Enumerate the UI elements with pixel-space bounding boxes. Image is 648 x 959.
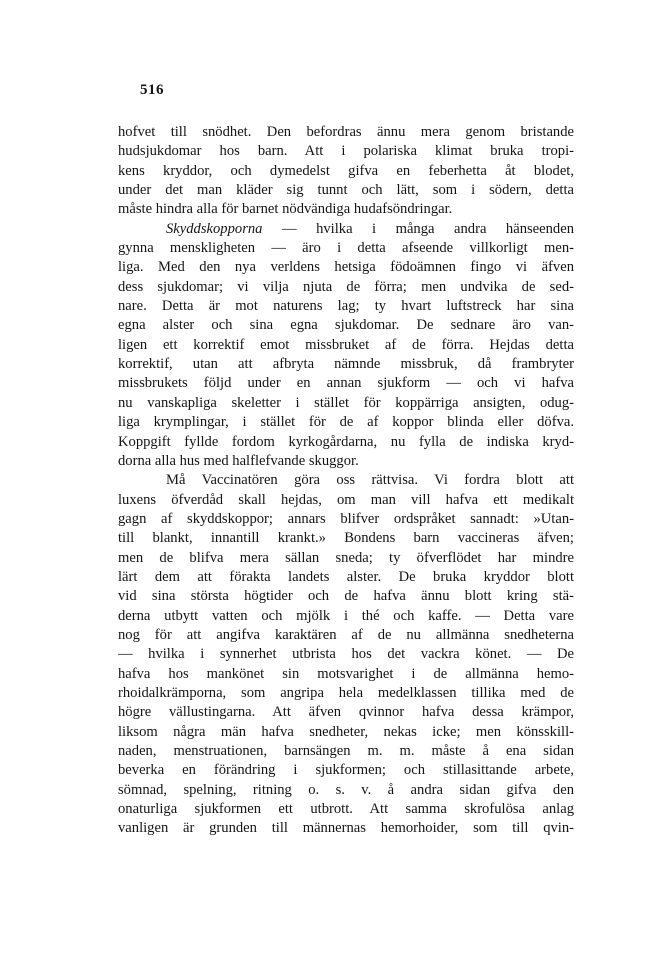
text-line: derna utbytt vatten och mjölk i thé och kaffe. — Detta vare [118,607,574,624]
text-line: hafva hos mankönet sin motsvarighet i de allmänna hemo- [118,665,574,682]
text-line: hofvet till snödhet. Den befordras ännu mera genom bristande [118,124,574,140]
text-line: vanligen är grunden till männernas hemorhoider, som till qvin- [118,820,574,837]
text-line: nu vanskapliga skeletter i stället för koppärriga ansigten, odug- [118,394,574,411]
text-line: onaturliga sjukformen ett utbrott. Att samma skrofulösa anlag [118,801,574,818]
text-line: missbrukets följd under en annan sjukform — och vi hafva [118,375,574,392]
text-line: kens kryddor, och dymedelst gifva en feberhetta åt blodet, [118,162,574,179]
text-line: men de blifva mera sällan sneda; ty öfverflödet har mindre [118,549,574,566]
text-line: hudsjukdomar hos barn. Att i polariska klimat bruka tropi- [118,143,574,160]
text-line: luxens öfverdåd skall hejdas, om man vill hafva ett medikalt [118,491,574,508]
text-line: till blankt, innantill krankt.» Bondens barn vaccineras äfven; [118,530,574,547]
body-text [118,123,574,839]
text-line: gynna menskligheten — äro i detta afseende villkorligt men- [118,240,574,257]
paragraph-first-line [118,220,574,239]
text-line: nare. Detta är mot naturens lag; ty hvart luftstreck har sina [118,298,574,315]
text-line: vid sina största högtider och de hafva ännu blott kring stä- [118,588,574,605]
text-line: högre vällustingarna. Att äfven qvinnor hafva dessa krämpor, [118,704,574,721]
text-run: — hvilka i många andra hänseenden [262,220,574,237]
paragraph-first-line: Må Vaccinatören göra oss rättvisa. Vi fordra blott att [166,472,574,489]
text-line: Koppgift fyllde fordom kyrkogårdarna, nu fylla de indiska kryd- [118,433,574,450]
text-line: dess sjukdomar; vi vilja njuta de förra; men undvika de sed- [118,278,574,295]
text-line: naden, menstruationen, barnsängen m. m. måste å ena sidan [118,743,574,759]
text-line: sömnad, spelning, ritning o. s. v. å andra sidan gifva den [118,781,574,798]
text-line: dorna alla hus med halflefvande skuggor. [118,452,359,469]
text-line: egna alster och sina egna sjukdomar. De sednare äro van- [118,317,574,334]
text-line: — hvilka i synnerhet utbrista hos det vackra könet. — De [118,646,574,663]
italic-term: Skyddskopporna [166,220,263,237]
text-line: liksom några män hafva snedheter, nekas icke; men könsskill- [118,723,574,740]
text-line: måste hindra alla för barnet nödvändiga hudafsöndringar. [118,201,453,218]
text-line: korrektif, utan att afbryta nämnde missbruk, då frambryter [118,356,574,373]
page-number: 516 [140,82,164,98]
text-line: rhoidalkrämporna, som angripa hela medelklassen tillika med de [118,684,574,701]
text-line: liga krymplingar, i stället för de af koppor blinda eller döfva. [118,414,574,431]
text-line: ligen ett korrektif emot missbruket af de förra. Hejdas detta [118,336,574,353]
text-line: nog för att angifva karaktären af de nu allmänna snedheterna [118,626,574,643]
text-line: liga. Med den nya verldens hetsiga födoämnen fingo vi äfven [118,259,574,276]
text-line: gagn af skyddskoppor; annars blifver ordspråket sannadt: »Utan- [118,510,574,527]
text-line: lärt dem att förakta landets alster. De bruka kryddor blott [118,568,574,585]
text-line: beverka en förändring i sjukformen; och stillasittande arbete, [118,762,574,779]
text-line: under det man kläder sig tunnt och lätt, som i södern, detta [118,182,574,199]
